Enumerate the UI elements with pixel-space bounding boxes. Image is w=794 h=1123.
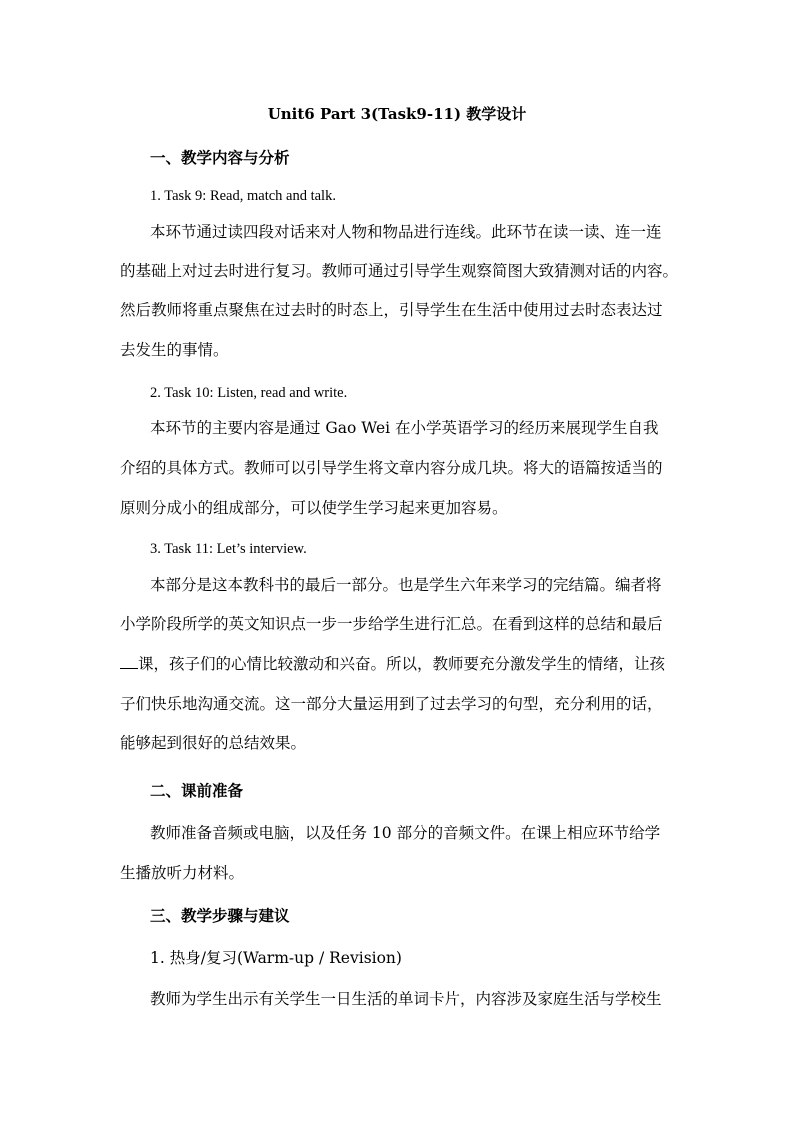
section-heading-preparation: 二、课前准备 bbox=[150, 781, 244, 800]
paragraph-line: 子们快乐地沟通交流。这一部分大量运用到了过去学习的句型，充分利用的话， bbox=[120, 695, 663, 713]
document-title: Unit6 Part 3(Task9-11) 教学设计 bbox=[267, 105, 527, 123]
task10-heading: 2. Task 10: Listen, read and write. bbox=[150, 385, 348, 401]
section-heading-content-analysis: 一、教学内容与分析 bbox=[150, 148, 290, 167]
paragraph-line-text: 课，孩子们的心情比较激动和兴奋。所以，教师要充分激发学生的情绪，让孩 bbox=[138, 655, 666, 673]
paragraph-line: 本环节通过读四段对话来对人物和物品进行连线。此环节在读一读、连一连 bbox=[150, 223, 662, 241]
paragraph-line: 然后教师将重点聚焦在过去时的时态上，引导学生在生活中使用过去时态表达过 bbox=[120, 301, 663, 319]
task9-heading: 1. Task 9: Read, match and talk. bbox=[150, 188, 336, 204]
paragraph-line: 去发生的事情。 bbox=[120, 341, 229, 359]
paragraph-line: 教师为学生出示有关学生一日生活的单词卡片，内容涉及家庭生活与学校生 bbox=[150, 990, 662, 1008]
step1-heading: 1. 热身/复习(Warm-up / Revision) bbox=[150, 949, 402, 967]
paragraph-line: 本部分是这本教科书的最后一部分。也是学生六年来学习的完结篇。编者将 bbox=[150, 576, 662, 594]
section-heading-teaching-steps: 三、教学步骤与建议 bbox=[150, 906, 290, 925]
task11-heading: 3. Task 11: Let’s interview. bbox=[150, 541, 307, 557]
paragraph-line bbox=[120, 654, 690, 674]
paragraph-line: 本环节的主要内容是通过 Gao Wei 在小学英语学习的经历来展现学生自我 bbox=[150, 419, 659, 437]
paragraph-line: 教师准备音频或电脑，以及任务 10 部分的音频文件。在课上相应环节给学 bbox=[150, 824, 661, 842]
paragraph-line: 原则分成小的组成部分，可以使学生学习起来更加容易。 bbox=[120, 499, 508, 517]
paragraph-line: 小学阶段所学的英文知识点一步一步给学生进行汇总。在看到这样的总结和最后 bbox=[120, 615, 663, 633]
blank-underline bbox=[120, 655, 138, 669]
paragraph-line: 生播放听力材料。 bbox=[120, 864, 245, 882]
paragraph-line: 能够起到很好的总结效果。 bbox=[120, 734, 307, 752]
paragraph-line: 的基础上对过去时进行复习。教师可通过引导学生观察简图大致猜测对话的内容。 bbox=[120, 262, 679, 280]
paragraph-line: 介绍的具体方式。教师可以引导学生将文章内容分成几块。将大的语篇按适当的 bbox=[120, 459, 663, 477]
